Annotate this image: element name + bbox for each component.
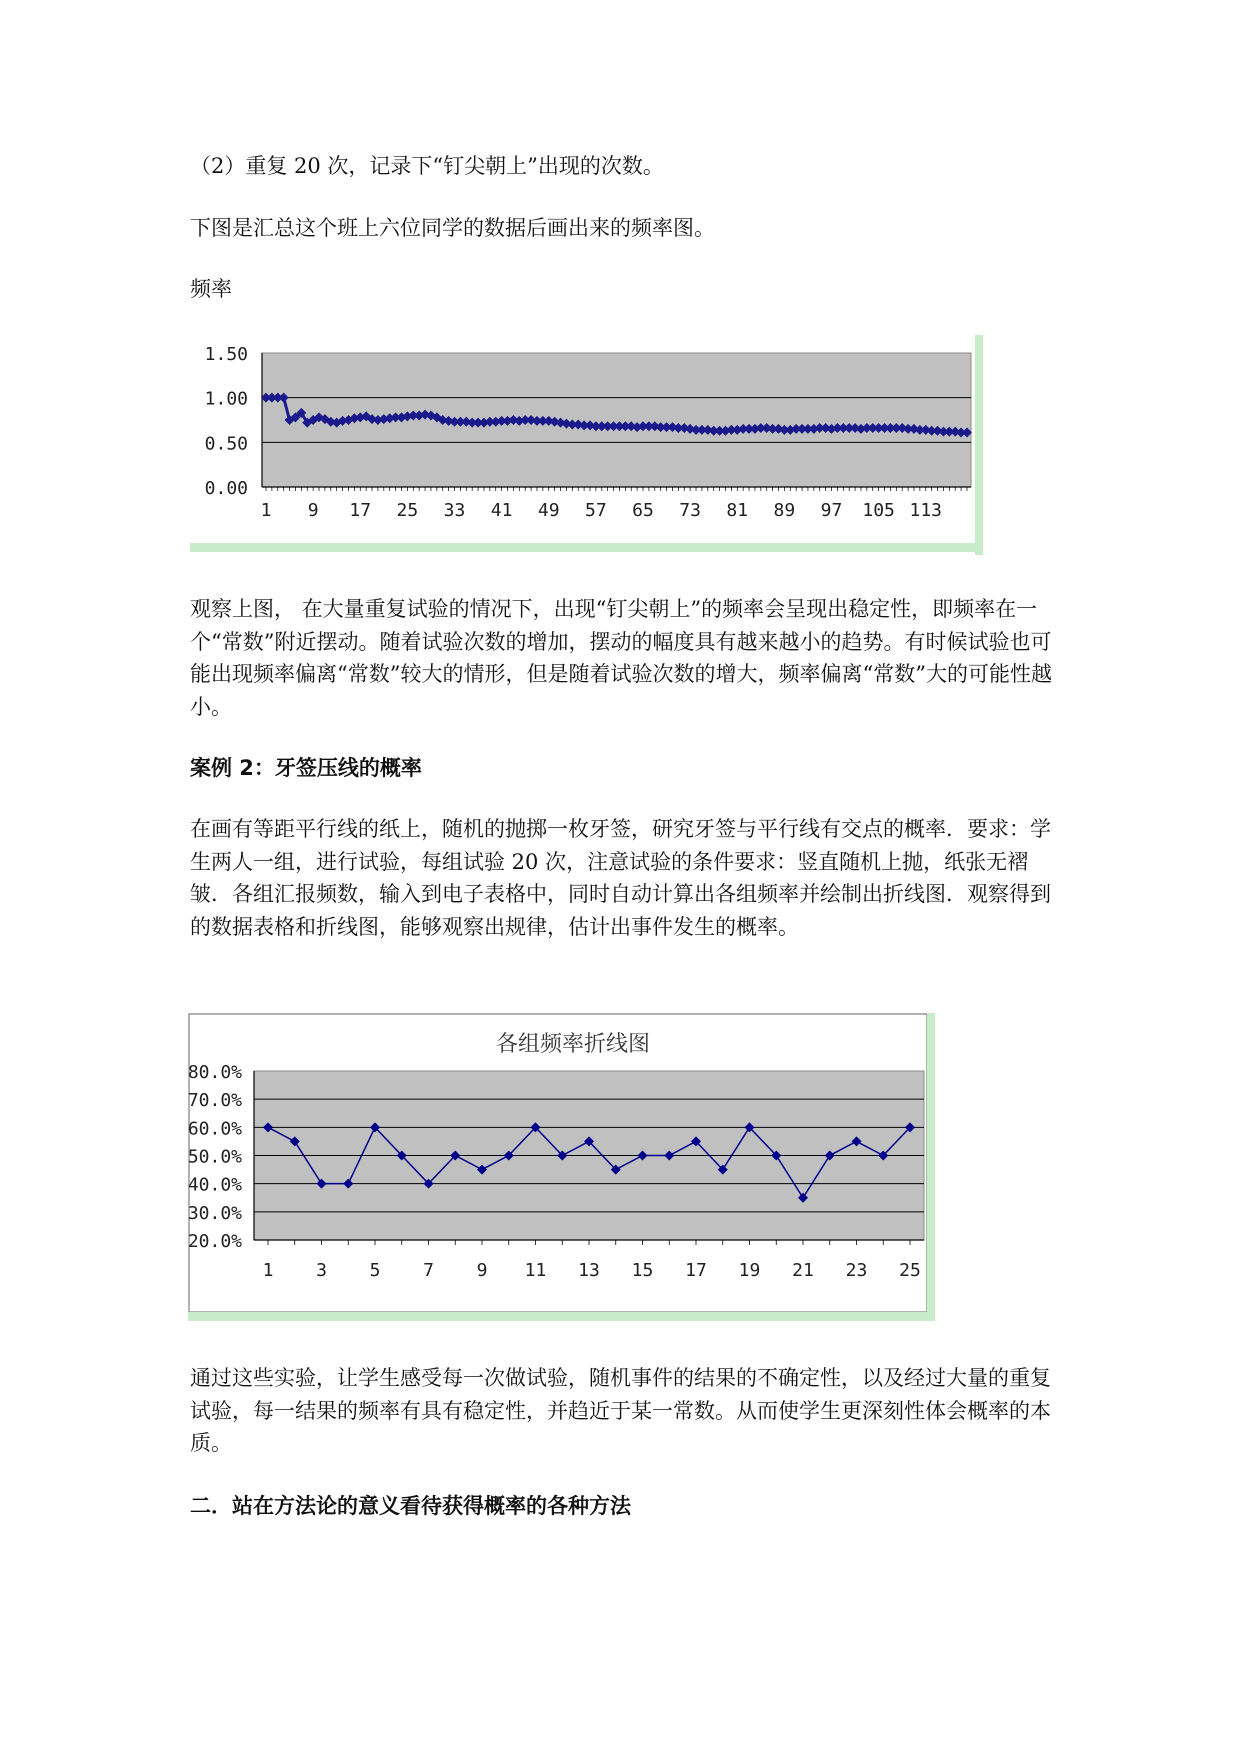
y-tick-label: 70.0% <box>188 1090 242 1112</box>
x-tick-label: 15 <box>631 1260 654 1281</box>
x-tick-label: 19 <box>738 1260 761 1281</box>
case2-description: 在画有等距平行线的纸上，随机的抛掷一枚牙签，研究牙签与平行线有交点的概率．要求：学生两人一组，进行试验，每组试验 20 次，注意试验的条件要求：竖直随机上抛，纸张无褶皱．各组汇报频数，输入到电子表格中，同时自动计算出各组频率并绘制出折线图．观察得到的数据表格和折线图，能够观察出规律，估计出事件发生的概率。 <box>190 817 1051 939</box>
x-tick-label: 11 <box>524 1260 547 1281</box>
intro-chart1-text: 下图是汇总这个班上六位同学的数据后画出来的频率图。 <box>190 216 715 240</box>
x-tick-label: 25 <box>396 500 419 521</box>
section2-heading: 二．站在方法论的意义看待获得概率的各种方法 <box>190 1494 631 1518</box>
x-tick-label: 49 <box>537 500 560 521</box>
y-tick-label: 1.50 <box>204 344 248 365</box>
x-tick-label: 113 <box>909 500 943 521</box>
chart2-title: 各组频率折线图 <box>495 1032 651 1057</box>
x-tick-label: 65 <box>632 500 654 521</box>
x-tick-label: 1 <box>260 500 272 521</box>
x-tick-label: 105 <box>862 500 895 521</box>
x-tick-label: 89 <box>773 500 796 521</box>
x-tick-label: 1 <box>262 1260 274 1281</box>
y-tick-label: 50.0% <box>188 1146 242 1168</box>
x-tick-label: 5 <box>369 1260 381 1281</box>
conclusion-paragraph: 通过这些实验，让学生感受每一次做试验，随机事件的结果的不确定性，以及经过大量的重复试验，每一结果的频率有具有稳定性，并趋近于某一常数。从而使学生更深刻性体会概率的本质。 <box>190 1366 1051 1455</box>
x-tick-label: 97 <box>820 500 843 521</box>
y-tick-label: 80.0% <box>188 1062 242 1083</box>
x-tick-label: 7 <box>423 1260 434 1281</box>
x-tick-label: 73 <box>679 500 701 521</box>
y-tick-label: 30.0% <box>188 1202 242 1224</box>
y-tick-label: 0.00 <box>204 478 248 499</box>
x-tick-label: 41 <box>490 500 513 521</box>
x-tick-label: 33 <box>443 500 466 521</box>
x-tick-label: 13 <box>578 1260 600 1281</box>
case2-heading: 案例 2：牙签压线的概率 <box>190 756 422 780</box>
group-frequency-chart <box>188 1013 943 1321</box>
y-tick-label: 20.0% <box>188 1231 242 1252</box>
x-tick-label: 81 <box>726 500 749 521</box>
x-tick-label: 9 <box>476 1260 488 1281</box>
observation-paragraph: 观察上图， 在大量重复试验的情况下，出现“钉尖朝上”的频率会呈现出稳定性，即频率在一个“常数”附近摆动。随着试验次数的增加，摆动的幅度具有越来越小的趋势。有时候试验也可能出现频率偏离“常数”较大的情形，但是随着试验次数的增大，频率偏离“常数”大的可能性越小。 <box>190 597 1052 719</box>
x-tick-label: 9 <box>307 500 319 521</box>
x-tick-label: 17 <box>349 500 372 521</box>
y-tick-label: 1.00 <box>204 388 248 410</box>
step2-text: （2）重复 20 次，记录下“钉尖朝上”出现的次数。 <box>190 154 664 178</box>
x-tick-label: 25 <box>899 1260 921 1281</box>
chart1-caption: 频率 <box>190 277 232 301</box>
x-tick-label: 21 <box>792 1260 814 1281</box>
y-tick-label: 0.50 <box>204 433 248 455</box>
x-tick-label: 17 <box>685 1260 707 1281</box>
y-tick-label: 40.0% <box>188 1174 242 1196</box>
x-tick-label: 57 <box>585 500 607 521</box>
x-tick-label: 3 <box>316 1260 327 1281</box>
y-tick-label: 60.0% <box>188 1118 242 1140</box>
frequency-chart-1 <box>190 335 990 555</box>
x-tick-label: 23 <box>845 1260 868 1281</box>
